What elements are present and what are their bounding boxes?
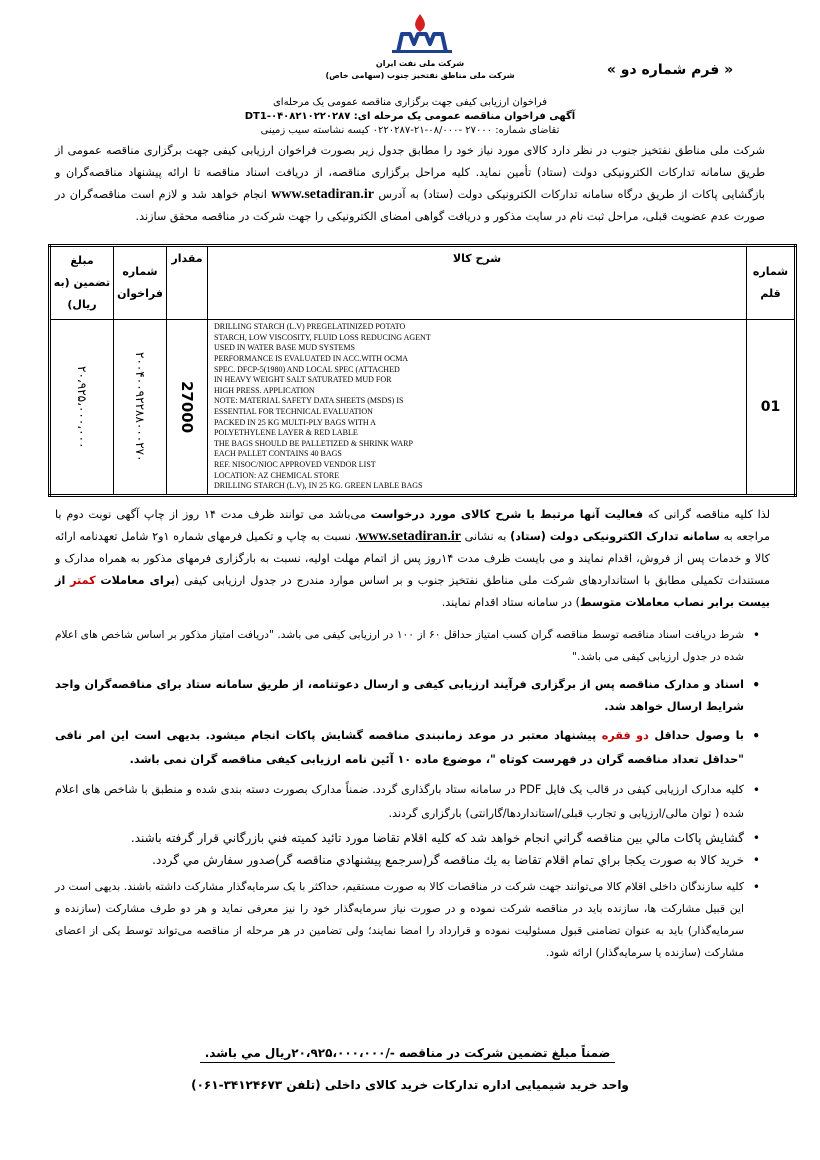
description-line: IN HEAVY WEIGHT SALT SATURATED MUD FOR bbox=[214, 375, 392, 385]
description-line: DRILLING STARCH (L.V) PREGELATINIZED POTATO bbox=[214, 322, 406, 332]
p1-mid2: به نشانی bbox=[464, 530, 507, 543]
list-item: • کلیه مدارک ارزیابی کیفی در قالب یک فایل PDF در سامانه ستاد بارگذاری گردد. ضمناً مدارک بصورت دسته بندی شده و منطبق با شاخص های اعلام شده ( توان مالی/ارزیابی و تجارب قبلی/استانداردها/گارانتی) بارگزاری گردند. bbox=[55, 778, 760, 826]
description-line: PERFORMANCE IS EVALUATED IN ACC.WITH OCMA bbox=[214, 354, 409, 364]
guarantee-amount-line: ضمناً مبلغ تضمين شركت در مناقصه -/۲۰،۹۲۵،۰۰۰،۰۰۰ريال مي باشد. bbox=[200, 1046, 615, 1063]
p1-red: کمتر bbox=[70, 574, 96, 587]
list-item: • اسناد و مدارک مناقصه پس از برگزاری فرآیند ارزیابی کیفی و ارسال دعوتنامه، از طریق سامانه ستاد برای مناقصه‌گران واجد شرایط ارسال خواهد شد. bbox=[55, 674, 760, 718]
intro-url-link[interactable]: www.setadiran.ir bbox=[271, 187, 374, 202]
cell-description bbox=[208, 320, 747, 496]
bullet3-after: پیشنهاد معتبر در موعد زمانبندی مناقصه گشایش پاکات انجام میشود. بدیهی است این امر نافی "حداقل تعداد مناقصه گران در فهرست کوتاه "، موضوع ماده ۱۰ آئین نامه ارزیابی کیفی مناقصه گران نمی باشد. bbox=[55, 729, 744, 766]
p1-url-link[interactable]: www.setadiran.ir bbox=[358, 529, 461, 544]
p1-after: ، نسبت به چاپ و تکمیل فرمهای شماره ۱و۲ شامل تعهدنامه ارائه کالا و خدمات پس از فروش، اقدام نمایند و می بایست ظرف مدت ۱۴روز پس از اتمام مهلت اولیه، نسبت به بارگزاری فرمهای مذکور به همراه مدارک و مستندات تکمیلی مطابق با استانداردهای شرکت ملی مناطق نفتخیز جنوب و بر اساس موارد مندرج در جدول ارزیابی کیفی ( bbox=[55, 530, 771, 587]
header-guarantee: مبلغ تضمین (به ریال) bbox=[50, 246, 114, 320]
header-line-1: فراخوان ارزیابی کیفی جهت برگزاری مناقصه عمومی یک مرحله‌ای bbox=[272, 97, 548, 108]
p1-mid: می‌باشد می توانند ظرف مدت ۱۴ روز از چاپ آگهی نوبت دوم با مراجعه به bbox=[55, 508, 770, 543]
header-quantity: مقدار bbox=[167, 246, 208, 320]
description-line: NOTE: MATERIAL SAFETY DATA SHEETS (MSDS) IS bbox=[214, 396, 404, 406]
form-number: « فرم شماره دو » bbox=[606, 62, 734, 78]
header-line-2: آگهی فراخوان مناقصه عمومی یک مرحله ای: DT1-۰۴۰۸۲۱۰۲۲۰۲۸۷ bbox=[244, 111, 576, 122]
description-line: LOCATION: AZ CHEMICAL STORE bbox=[214, 470, 340, 480]
p1-bold3b: از بیست برابر نصاب معاملات متوسط bbox=[55, 574, 770, 609]
header-tender-no: شماره فراخوان bbox=[114, 246, 167, 320]
conditions-list bbox=[55, 624, 760, 964]
p1-bold: فعالیت آنها مرتبط با شرح کالای مورد درخواست bbox=[370, 508, 644, 521]
table-row bbox=[50, 320, 796, 496]
description-line: POLYETHYLENE LAYER & RED LABLE bbox=[214, 428, 358, 438]
description-line: ESSENTIAL FOR TECHNICAL EVALUATION bbox=[214, 407, 373, 416]
description-lines bbox=[214, 322, 740, 492]
list-item: • گشايش پاكات مالي بين مناقصه گراني انجام خواهد شد كه كليه اقلام تقاضا مورد تائيد كميته فني بازرگاني قرار گرفته باشند. bbox=[55, 828, 760, 848]
footer-contact: واحد خرید شیمیایی اداره تدارکات خرید کالای داخلی (تلفن ۳۴۱۲۴۶۷۳-۰۶۱) bbox=[191, 1078, 629, 1092]
list-item: • کلیه سازندگان داخلی اقلام کالا می‌توانند جهت شرکت در مناقصات کالا به صورت مستقیم، حداکثر با یک سرمایه‌گذار مشارکت داشته باشند. بدیهی است در این قبیل مشارکت ها، سازنده باید در مناقصه شرکت نموده و در صورت نیاز سرمایه‌گذار خود را نیز معرفی نماید و هر دو طرف مشارکت (سازنده و سرمایه‌گذار) باید به عنوان تضامنی قبول مسئولیت نموده و قرارداد را امضا نمایند؛ ولی تضامین در هر مرحله از مناقصه می‌تواند توسط یکی از اعضای مشارکت (سازنده یا سرمایه‌گذار) ارائه شود. bbox=[55, 876, 760, 964]
description-line: THE BAGS SHOULD BE PALLETIZED & SHRINK WARP bbox=[214, 438, 413, 448]
description-line: STARCH, LOW VISCOSITY, FLUID LOSS REDUCING AGENT bbox=[214, 332, 431, 342]
bullet3-before: با وصول حداقل bbox=[654, 729, 744, 742]
p1-bold3a: برای معاملات bbox=[100, 574, 175, 587]
p1-bold-setad: سامانه تدارک الکترونیکی دولت (ستاد) bbox=[510, 530, 720, 543]
company-subtitle: شرکت ملی مناطق نفتخیز جنوب (سهامی خاص) bbox=[325, 71, 515, 80]
description-line: USED IN WATER BASE MUD SYSTEMS bbox=[214, 343, 355, 353]
p1-end: ) در سامانه ستاد اقدام نمایند. bbox=[441, 596, 580, 609]
cell-guarantee bbox=[50, 320, 114, 496]
quantity-value: 27000 bbox=[178, 380, 196, 434]
list-item bbox=[55, 724, 760, 772]
header-description: شرح کالا bbox=[208, 246, 747, 320]
cell-tender-no bbox=[114, 320, 167, 496]
description-line: PACKED IN 25 KG MULTI-PLY BAGS WITH A bbox=[214, 417, 376, 427]
intro-text-after: انجام خواهد شد و لازم است مناقصه‌گران در صورت عدم عضویت قبلی، مراحل ثبت نام در سایت مذکور و دریافت گواهی امضای الکترونیکی را جهت شرکت در مناقصه محقق سازند. bbox=[55, 188, 765, 223]
description-line: REF. NISOC/NIOC APPROVED VENDOR LIST bbox=[214, 459, 376, 469]
conditions-paragraph bbox=[55, 504, 770, 614]
list-item: • شرط دریافت اسناد مناقصه توسط مناقصه گران کسب امتیاز حداقل ۶۰ از ۱۰۰ در ارزیابی کیفی می باشد. "دریافت امتیاز مذکور بر اساس شاخص های اعلام شده در جدول ارزیابی کیفی می باشد." bbox=[55, 624, 760, 668]
list-item: • خريد كالا به صورت يكجا براي تمام اقلام تقاضا به يك مناقصه گر(سرجمع پيشنهادي مناقصه گر)صدور سفارش مي گردد. bbox=[55, 850, 760, 870]
intro-paragraph bbox=[55, 140, 765, 228]
bullet3-red: دو فقره bbox=[601, 729, 649, 742]
guarantee-value: ۲۰،۹۲۵،۰۰۰،۰۰۰ bbox=[75, 365, 89, 449]
table-header-row bbox=[50, 246, 796, 320]
items-table bbox=[48, 244, 797, 497]
cell-item-no: 01 bbox=[747, 320, 796, 496]
description-line: SPEC. DFCP-5(1980) AND LOCAL SPEC (ATTACHED bbox=[214, 364, 400, 374]
description-line: HIGH PRESS. APPLICATION bbox=[214, 385, 315, 395]
description-line: DRILLING STARCH (L.V), IN 25 KG. GREEN LABLE BAGS bbox=[214, 481, 423, 491]
p1-before: لذا کلیه مناقصه گرانی که bbox=[647, 508, 771, 521]
intro-text-before: شرکت ملی مناطق نفتخیز جنوب در نظر دارد کالای مورد نیاز خود را مطابق جدول زیر بصورت فراخوان ارزیابی کیفی جهت برگزاری مناقصه عمومی از طریق سامانه تدارکات الکترونیکی دولت (ستاد) تأمین نماید. کلیه مراحل برگزاری مناقصه، از دریافت اسناد مناقصه تا ارائه پیشنهاد مناقصه‌گران و بازگشایی پاکات از طریق درگاه سامانه تدارکات الکترونیکی دولت (ستاد) به آدرس bbox=[55, 144, 766, 201]
header-item-no: شماره قلم bbox=[747, 246, 796, 320]
cell-quantity bbox=[167, 320, 208, 496]
nioc-logo-icon bbox=[380, 12, 460, 56]
tender-no-value: ۲۰۰۴۰۰۹۲۲۸۸۰۰۰۲۷۰ bbox=[133, 352, 147, 462]
description-line: EACH PALLET CONTAINS 40 BAGS bbox=[214, 449, 342, 459]
company-name: شرکت ملی نفت ایران bbox=[375, 59, 465, 68]
header-line-3: تقاضای شماره: ۲۷۰۰۰ -۰۸/۰۰۰-۲۱-۰۲۲۰۲۸۷ کیسه نشاسته سیب زمینی bbox=[260, 125, 560, 136]
